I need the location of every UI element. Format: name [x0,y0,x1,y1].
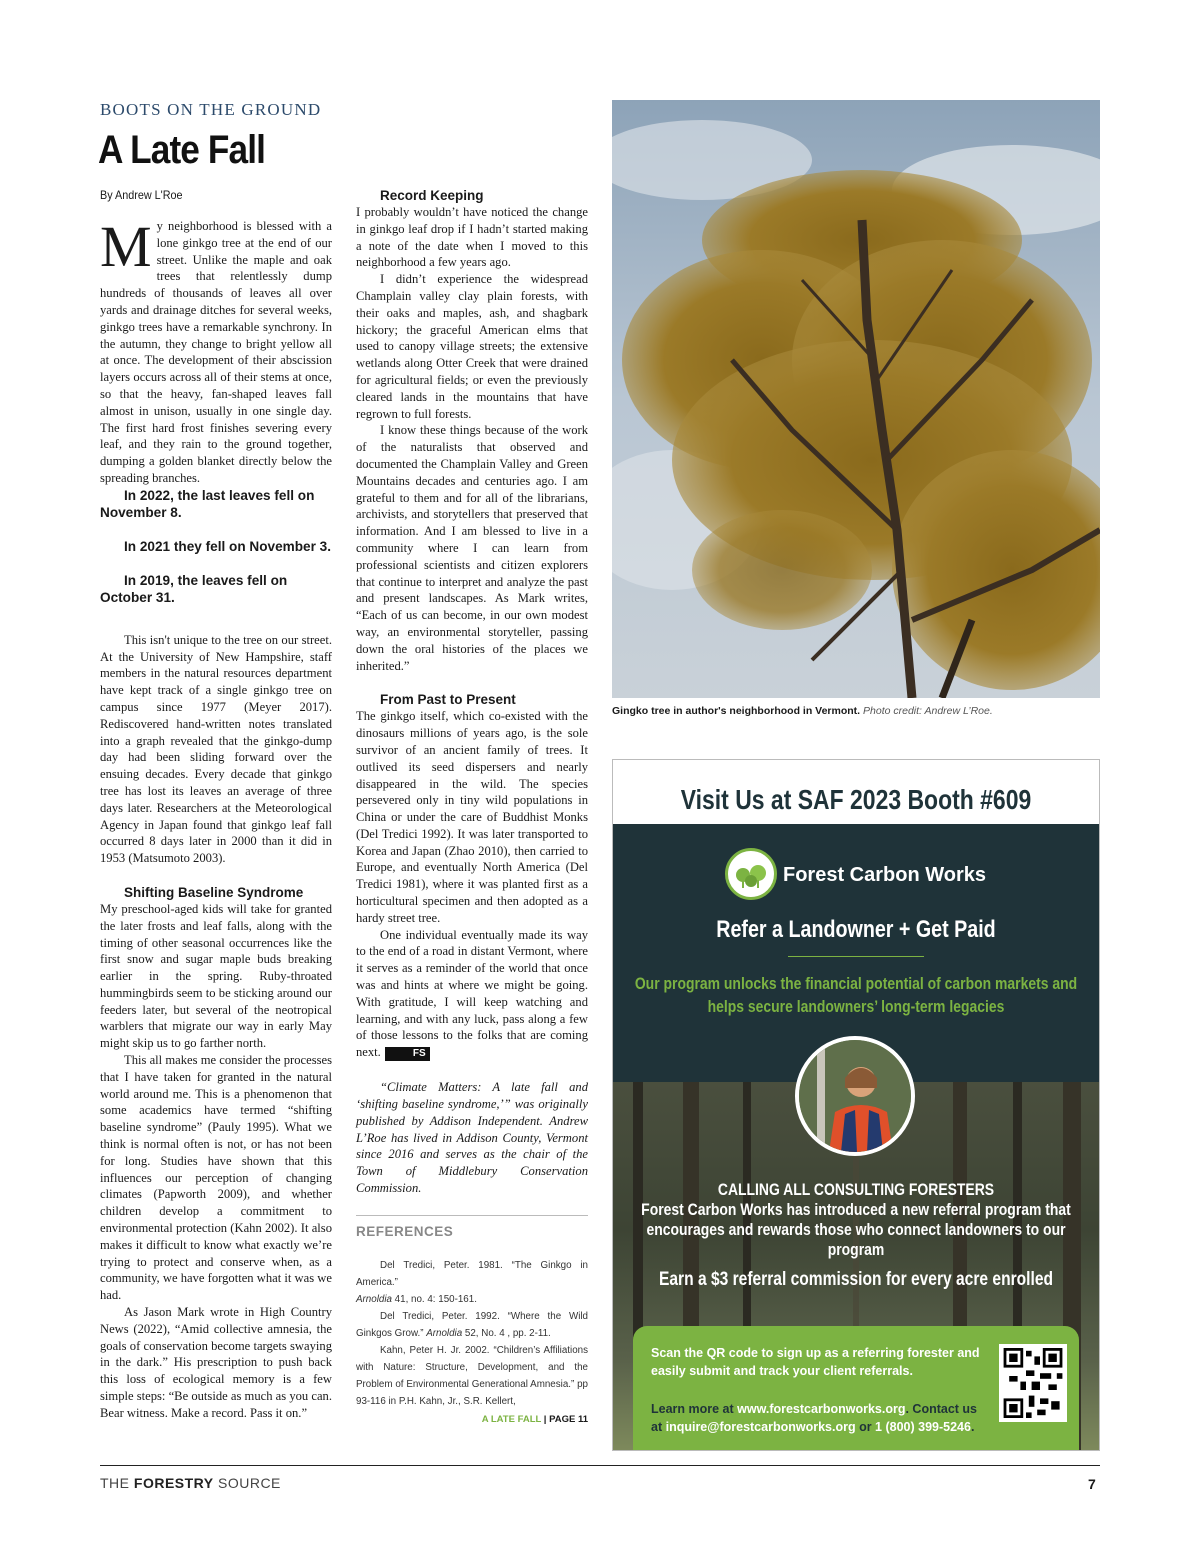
column-1 [100,214,332,1422]
references-heading: REFERENCES [356,1223,454,1239]
call-body: Forest Carbon Works has introduced a new referral program that encourages and rewards those who connect landowners to our program [641,1200,1071,1259]
phone-prefix: or [855,1420,876,1434]
paragraph: My preschool-aged kids will take for granted the later frosts and leaf falls, along with the timing of other seasonal occurrences like the first snow and sugar maple buds breaking earlier in the spring. Ruby-throated hummingbirds seem to be sticking around our feeders later, but several of the neotropical warblers that migrate our way in early May might skip us to go farther north. [100,901,332,1051]
caption-text: Gingko tree in author's neighborhood in Vermont. [612,705,861,717]
subheading-shifting-baseline: Shifting Baseline Syndrome [124,884,304,900]
publication-note: “Climate Matters: A late fall and ‘shifting baseline syndrome,’” was originally published by Addison Independent. Andrew L’Roe has lived in Addison County, Vermont since 2016 and serves as the chair of the Town of Middlebury Conservation Commission. [356,1080,588,1196]
subheading-past-to-present: From Past to Present [380,692,516,708]
ad-headline: Visit Us at SAF 2023 Booth #609 [680,784,1032,815]
brand-name: Forest Carbon Works [783,864,986,886]
ref-text: Del Tredici, Peter. 1992. “Where the Wild Ginkgos Grow.” [356,1310,588,1339]
pub-the: THE [100,1475,134,1491]
byline: By Andrew L'Roe [100,188,183,202]
qr-code-icon [1003,1348,1063,1418]
paragraph: The ginkgo itself, which co-existed with the dinosaurs millions of years ago, is the sole survivor of an ancient family of trees. It outlived its seed dispersers and nearly disappeared in the wild. The species persevered only in tiny wild populations in China or under the care of Buddhist Monks (Del Tredici 1992). It was later transported to Korea and Japan (Zhao 2010), then carried to Europe, and eventually North America (Del Tredici 1981), where it was planted first as a horticultural specimen and then adopted as a hardy street tree. [356,709,588,925]
paragraph: This isn't unique to the tree on our street. At the University of New Hampshire, staff members in the natural resources department have kept track of a single ginkgo tree on campus since 1977 (Meyer 2017). Rediscovered hand-written notes translated into a graph revealed that the ginkgo-dump day had been sliding forward over the ensuing decades. Every decade that ginkgo tree has lost its leaves an average of three days later. Researchers at the Meteorological Agency in Japan found that ginkgo leaf fall occurred 8 days later in 2000 than it did in 1953 (Matsumoto 2003). [100,632,332,866]
article-title: A Late Fall [98,128,266,172]
person-avatar-icon [799,1040,911,1152]
ref-text: 41, no. 4: 150-161. [391,1293,477,1305]
fs-end-badge: FS [385,1047,430,1061]
publication-name [100,1475,281,1491]
paragraph: This all makes me consider the processes that I have taken for granted in the natural world around me. This is a phenomenon that some academics have termed “shifting baseline syndrome” (Pauly 1995). What we think is normal often is not, or has not been for long. Studies have shown that this influences our perception of changing climates (Papworth 2009), and whether children develop a commitment to environmental protection (Kahn 2002). It also makes it difficult to know what exactly we’re trying to protect and conserve when, as a community, we have forgotten what it was we had. [100,1053,332,1303]
website-link[interactable]: www.forestcarbonworks.org [737,1402,906,1416]
phone-link[interactable]: 1 (800) 399-5246 [875,1420,971,1434]
qr-code[interactable] [999,1344,1067,1422]
forester-portrait [795,1036,915,1156]
ad-forest-panel [613,1082,1099,1451]
contact-text [651,1400,987,1436]
call-title: CALLING ALL CONSULTING FORESTERS [717,1180,995,1199]
email-link[interactable]: inquire@forestcarbonworks.org [665,1420,856,1434]
ref-text: 52, No. 4 , pp. 2-11. [462,1327,551,1339]
ad-header [613,760,1099,824]
learn-prefix: Learn more at [651,1402,738,1416]
commission-text: Earn a $3 referral commission for every acre enrolled [658,1269,1054,1290]
qr-panel [633,1326,1079,1451]
intro-paragraph [100,214,332,487]
paragraph: I probably wouldn’t have noticed the change in ginkgo leaf drop if I hadn’t started making a note of the date when I moved to this neighborhood a few years ago. [356,205,588,270]
continued-title: A LATE FALL [481,1413,542,1425]
page-number: 7 [1088,1476,1096,1492]
paragraph [356,927,588,1062]
ginkgo-tree-photo [612,100,1100,698]
scan-text: Scan the QR code to sign up as a referring forester and easily submit and track your client referrals. [651,1346,980,1378]
photo-credit: Photo credit: Andrew L’Roe. [860,705,993,717]
forest-carbon-works-ad[interactable] [612,759,1100,1451]
paragraph: I didn’t experience the widespread Champlain valley clay plain forests, with their oaks and maples, ash, and shagbark hickory; the graceful American elms that used to canopy village streets; the extensive wetlands along Otter Creek that were drained for agricultural fields; or even the previously cleared lands in the mountains that have regrown to full forests. [356,272,588,421]
continued-separator: | [541,1413,550,1425]
pull-quote-2019: In 2019, the leaves fell on October 31. [100,572,288,605]
ginkgo-tree-illustration [612,100,1100,698]
continued-page: PAGE 11 [549,1413,588,1425]
ref-journal: Arnoldia [356,1293,392,1305]
reference-item: Kahn, Peter H. Jr. 2002. “Children’s Affiliations with Nature: Structure, Development, and the Problem of Environmental Generational Amnesia.” pp 93-116 in P.H. Kahn, Jr., S.R. Kellert, [356,1344,588,1407]
intro-text: y neighborhood is blessed with a lone ginkgo tree at the end of our street. Unlike the maple and oak trees that relentlessly dump hundreds of thousands of leaves all over yards and drainage ditches for several weeks, ginkgo trees have a remarkable synchrony. In the autumn, they change to bright yellow all at once. The development of their abscission layers occurs across all of their stems at once, so that the heavy, fan-shaped leaves fall almost in unison, usually in one single day. The first hard frost finishes severing every leaf, and they rain to the ground together, dumping a golden blanket directly below the spreading branches. [100,219,332,485]
contact-prefix: . Contact us at [651,1402,978,1434]
tagline-underline [788,956,924,957]
ref-journal: Arnoldia [426,1327,463,1339]
subheading-record-keeping: Record Keeping [380,188,484,203]
closing-text: One individual eventually made its way to the end of a road in distant Vermont, where it serves as a reminder of the world that once was and hints at where we might be going. With gratitude, I will keep watching and learning, and with any luck, pass along a few of those lessons to the folks that are coming next. [356,927,588,1060]
ad-tagline: Refer a Landowner + Get Paid [716,916,996,943]
paragraph: As Jason Mark wrote in High Country News (2022), “Amid collective amnesia, the goals of conservation become targets swaying in the dark.” His prescription to push back this loss of ecological memory is a few simple steps: “Be outside as much as you can. Bear witness. Make a record. Pass it on.” [100,1305,332,1420]
brand-logo [725,848,777,900]
paragraph: I know these things because of the work of the naturalists that observed and documented the Champlain Valley and Green Mountains decades and centuries ago. I am grateful to them and for all of the librarians, archivists, and storytellers that preserved that information. And I am blessed to live in a community where I can learn from professional scientists and citizen explorers that continue to interpret and analyze the past and present landscapes. As Mark writes, “Each of us can become, in our own modest way, an environmental storyteller, passing down the oral histories of the places we inherited.” [356,423,588,673]
trees-logo-icon [728,851,774,897]
ref-text: Del Tredici, Peter. 1981. “The Ginkgo in America.” [356,1259,588,1288]
pub-source: SOURCE [213,1475,281,1491]
continued-link[interactable] [356,1412,588,1429]
reference-item [356,1308,588,1342]
column-2 [356,187,588,1428]
section-kicker: BOOTS ON THE GROUND [100,100,322,119]
pull-quote-2022: In 2022, the last leaves fell on November 8. [100,487,315,520]
drop-cap: M [100,214,152,279]
phone-suffix: . [970,1420,975,1434]
photo-caption [612,705,993,717]
reference-item [356,1257,588,1308]
footer-rule [100,1465,1100,1466]
references-divider [356,1215,588,1216]
ad-subline: Our program unlocks the financial potential of carbon markets and helps secure landowners’ long-term legacies [634,974,1078,1016]
pub-forestry: FORESTRY [133,1475,214,1491]
pull-quote-2021: In 2021 they fell on November 3. [124,538,331,554]
